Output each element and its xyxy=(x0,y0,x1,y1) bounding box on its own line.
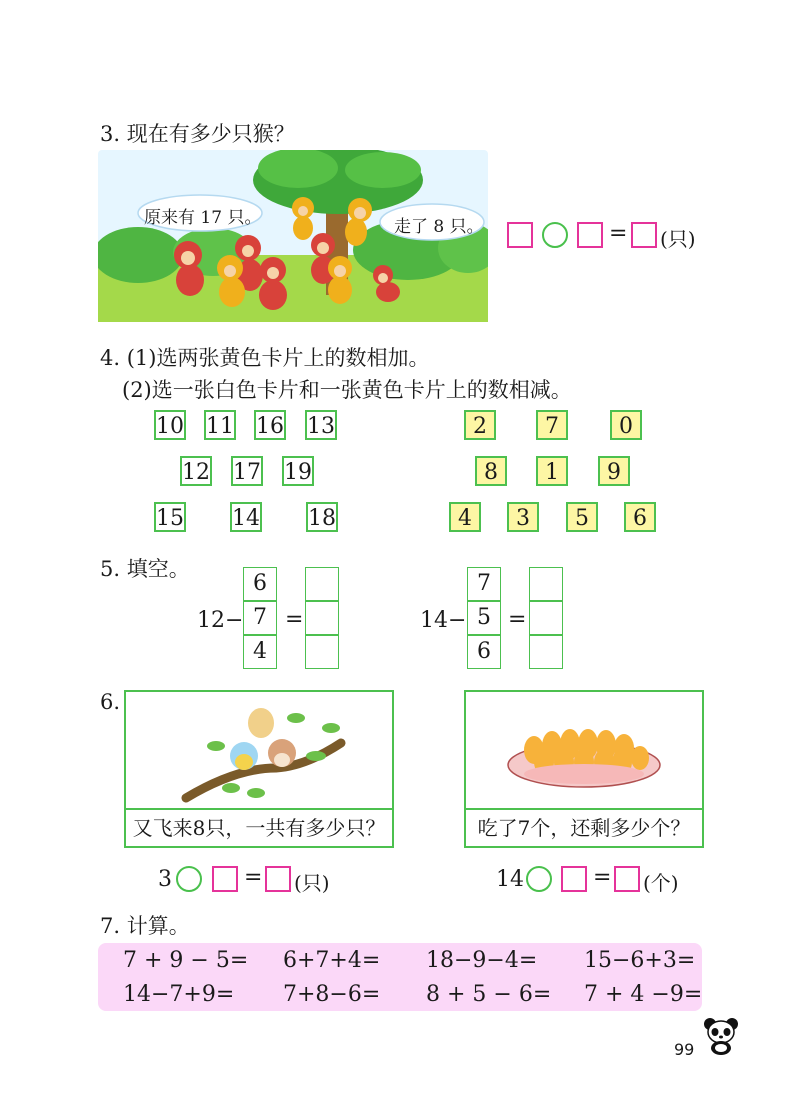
calc-expression: 7 + 4 −9= xyxy=(584,982,703,1007)
calc-expression: 15−6+3= xyxy=(584,948,696,973)
q3-answer-box-2[interactable] xyxy=(577,222,603,248)
q5-right-subtrahend: 7 xyxy=(467,567,501,601)
white-card[interactable]: 10 xyxy=(154,410,186,440)
q5-left-answer-box[interactable] xyxy=(305,635,339,669)
pears-picture-frame xyxy=(464,690,704,848)
q3-title: 3. 现在有多少只猴？ xyxy=(100,122,295,146)
yellow-card[interactable]: 5 xyxy=(566,502,598,532)
q5-right-minuend: 14− xyxy=(420,608,467,633)
yellow-card[interactable]: 9 xyxy=(598,456,630,486)
calc-expression: 14−7+9= xyxy=(123,982,235,1007)
q5-right-equals: = xyxy=(508,607,527,632)
q6-left-operator-circle[interactable] xyxy=(176,866,202,892)
q3-equals: = xyxy=(609,221,628,246)
yellow-card[interactable]: 7 xyxy=(536,410,568,440)
yellow-card[interactable]: 8 xyxy=(475,456,507,486)
q5-left-subtrahend: 4 xyxy=(243,635,277,669)
yellow-card[interactable]: 1 xyxy=(536,456,568,486)
q6-left-equals: = xyxy=(244,865,263,890)
q5-left-equals: = xyxy=(285,607,304,632)
q5-left-subtrahend: 6 xyxy=(243,567,277,601)
q6-right-equals: = xyxy=(593,865,612,890)
q6-right-unit: (个) xyxy=(643,871,679,895)
q7-title: 7. 计算。 xyxy=(100,914,190,938)
q6-right-result-box[interactable] xyxy=(614,866,640,892)
q6-left-result-box[interactable] xyxy=(265,866,291,892)
calc-expression: 6+7+4= xyxy=(283,948,381,973)
q6-right-answer-box[interactable] xyxy=(561,866,587,892)
q5-left-subtrahend: 7 xyxy=(243,601,277,635)
white-card[interactable]: 11 xyxy=(204,410,236,440)
white-card[interactable]: 13 xyxy=(305,410,337,440)
white-card[interactable]: 12 xyxy=(180,456,212,486)
calc-expression: 18−9−4= xyxy=(426,948,538,973)
q5-left-minuend: 12− xyxy=(197,608,244,633)
white-card[interactable]: 14 xyxy=(230,502,262,532)
monkey-illustration xyxy=(98,150,488,322)
panda-icon xyxy=(701,1015,741,1059)
birds-on-branch-image xyxy=(176,698,346,812)
q3-answer-box-3[interactable] xyxy=(631,222,657,248)
q6-right-operator-circle[interactable] xyxy=(526,866,552,892)
q5-left-answer-box[interactable] xyxy=(305,601,339,635)
q5-right-subtrahend: 5 xyxy=(467,601,501,635)
q3-operator-circle[interactable] xyxy=(542,222,568,248)
q6-left-start: 3 xyxy=(158,867,172,892)
white-card[interactable]: 18 xyxy=(306,502,338,532)
yellow-card[interactable]: 4 xyxy=(449,502,481,532)
pears-in-bowl-image xyxy=(504,710,664,804)
birds-picture-frame xyxy=(124,690,394,848)
bubble-left-text: 原来有 17 只。 xyxy=(144,208,262,228)
yellow-card[interactable]: 2 xyxy=(464,410,496,440)
q6-left-caption: 又飞来8只，一共有多少只？ xyxy=(126,808,392,846)
bubble-right-text: 走了 8 只。 xyxy=(394,217,484,237)
q4-title-1: 4. (1)选两张黄色卡片上的数相加。 xyxy=(100,346,430,370)
q5-right-subtrahend: 6 xyxy=(467,635,501,669)
q5-title: 5. 填空。 xyxy=(100,557,190,581)
yellow-card[interactable]: 3 xyxy=(507,502,539,532)
q6-left-unit: (只) xyxy=(294,871,330,895)
white-card[interactable]: 16 xyxy=(254,410,286,440)
yellow-card[interactable]: 0 xyxy=(610,410,642,440)
white-card[interactable]: 15 xyxy=(154,502,186,532)
q5-right-answer-box[interactable] xyxy=(529,601,563,635)
yellow-card[interactable]: 6 xyxy=(624,502,656,532)
q6-right-start: 14 xyxy=(496,867,524,892)
q6-right-caption: 吃了7个，还剩多少个？ xyxy=(466,808,702,846)
white-card[interactable]: 19 xyxy=(282,456,314,486)
q5-right-answer-box[interactable] xyxy=(529,567,563,601)
calc-expression: 7+8−6= xyxy=(283,982,381,1007)
q3-answer-box-1[interactable] xyxy=(507,222,533,248)
q6-left-answer-box[interactable] xyxy=(212,866,238,892)
calc-expression: 8 + 5 − 6= xyxy=(426,982,552,1007)
page-number: 99 xyxy=(674,1040,695,1059)
white-card[interactable]: 17 xyxy=(231,456,263,486)
q3-unit: (只) xyxy=(660,227,696,251)
q5-left-answer-box[interactable] xyxy=(305,567,339,601)
q5-right-answer-box[interactable] xyxy=(529,635,563,669)
q6-number: 6. xyxy=(100,690,121,714)
q4-title-2: (2)选一张白色卡片和一张黄色卡片上的数相减。 xyxy=(122,378,572,402)
calc-expression: 7 + 9 − 5= xyxy=(123,948,249,973)
